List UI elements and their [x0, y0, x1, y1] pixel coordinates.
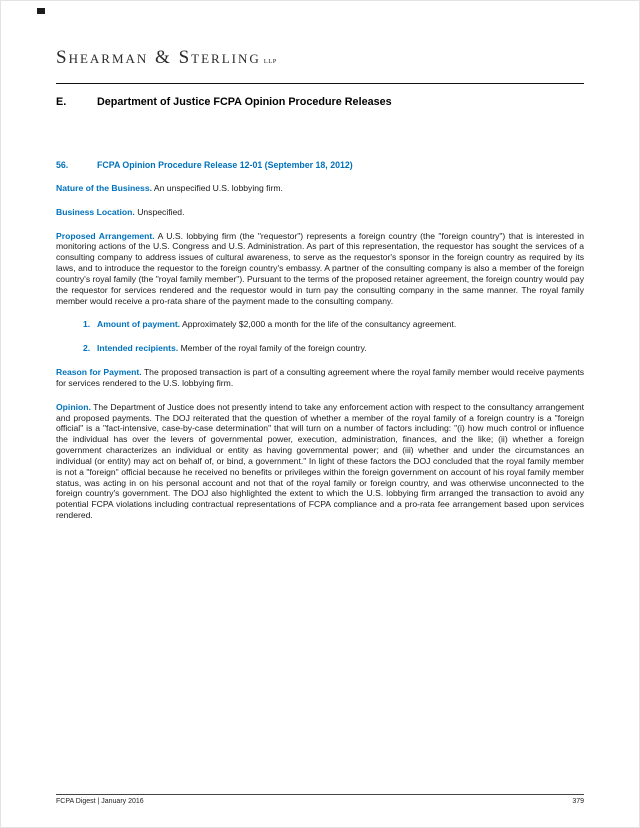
list-item-intended-recipients [56, 343, 584, 354]
list-item-number: 2. [83, 343, 91, 354]
paragraph-proposed-arrangement [56, 231, 584, 307]
scan-artifact-mark [37, 8, 45, 14]
list-item-amount-of-payment [56, 319, 584, 330]
firm-logo [56, 47, 584, 69]
paragraph-text: Unspecified. [137, 206, 185, 217]
numbered-list [56, 319, 584, 354]
paragraph-lead: Opinion. [56, 401, 91, 412]
firm-logo-name: Shearman & Sterling [56, 47, 261, 68]
firm-logo-llp: LLP [263, 58, 277, 65]
paragraph-business-location [56, 207, 584, 218]
paragraph-text: An unspecified U.S. lobbying firm. [153, 183, 283, 193]
header-divider [56, 83, 584, 84]
list-item-text: Member of the royal family of the foreign country. [180, 343, 367, 354]
document-heading-number: E. [56, 96, 67, 108]
footer-publication: FCPA Digest | January 2016 [56, 798, 144, 805]
page-footer [56, 794, 584, 805]
list-item-text: Approximately $2,000 a month for the life of the consultancy agreement. [182, 319, 457, 330]
list-item-number: 1. [83, 319, 91, 330]
paragraph-lead: Business Location. [56, 206, 135, 217]
paragraph-text: The proposed transaction is part of a consulting agreement where the royal family member would receive payments for services rendered to the U.S. lobbying firm. [56, 367, 585, 388]
paragraph-lead: Proposed Arrangement. [56, 230, 155, 241]
list-item-lead: Intended recipients. [97, 343, 179, 354]
document-heading-title: Department of Justice FCPA Opinion Procedure Releases [97, 96, 392, 108]
paragraph-reason-for-payment [56, 367, 584, 389]
footer-page-number: 379 [572, 798, 584, 805]
paragraph-lead: Nature of the Business. [56, 183, 152, 193]
paragraph-text: The Department of Justice does not presently intend to take any enforcement action with respect to the consultancy arrangement and proposed payments. The DOJ reiterated that the question of whether a member of the royal family of a foreign country is a "foreign official" is a "fact-intensive, case-by-case determination" that will turn on a number of factors including: "(i) how much control or influence the individual has over the levers of governmental power, execution, administration, finances, and the like; (ii) whether a foreign government characterizes an individual or entity as having governmental power; and (iii) whether and under the circumstances an individual (or entity) may act on behalf of, or bind, a government." In light of these factors the DOJ concluded that the royal family member is not a "foreign" official because he received no benefits or privileges within the foreign government on account of his royal family member status, was acting in on his personal account and not that of the royal family or foreign country, and was otherwise unconnected to the foreign country's government. The DOJ also highlighted the extent to which the U.S. lobbying firm arranged the transaction to avoid any potential FCPA violations including contractual representations of FCPA compliance and a pro-rata fee arrangement based upon services rendered. [56, 401, 584, 521]
section-number: 56. [56, 160, 69, 170]
paragraph-text: A U.S. lobbying firm (the "requestor") represents a foreign country (the "foreign country") that is interested in monitoring actions of the U.S. Congress and U.S. Administration. As part of this representation, the requestor has sought the services of a consulting company to address issues of cultural awareness, to serve as the requestor's sponsor in the foreign country as required by its laws, and to introduce the requestor to the foreign country's embassy. A partner of the consulting company is also a member of the foreign country's royal family (the "royal family member"). Pursuant to the terms of the proposed retainer agreement, the foreign country would pay the requestor for services rendered and the requestor would in turn pay the consulting company in the same manner. The royal family member would receive a pro-rata share of the payment made to the consulting company. [56, 230, 584, 306]
document-heading [56, 96, 584, 108]
paragraph-lead: Reason for Payment. [56, 367, 142, 378]
list-item-lead: Amount of payment. [97, 319, 181, 330]
section-heading [56, 160, 584, 170]
paragraph-nature-of-business [56, 183, 584, 194]
paragraph-opinion [56, 402, 584, 521]
section-title: FCPA Opinion Procedure Release 12-01 (September 18, 2012) [97, 160, 353, 170]
